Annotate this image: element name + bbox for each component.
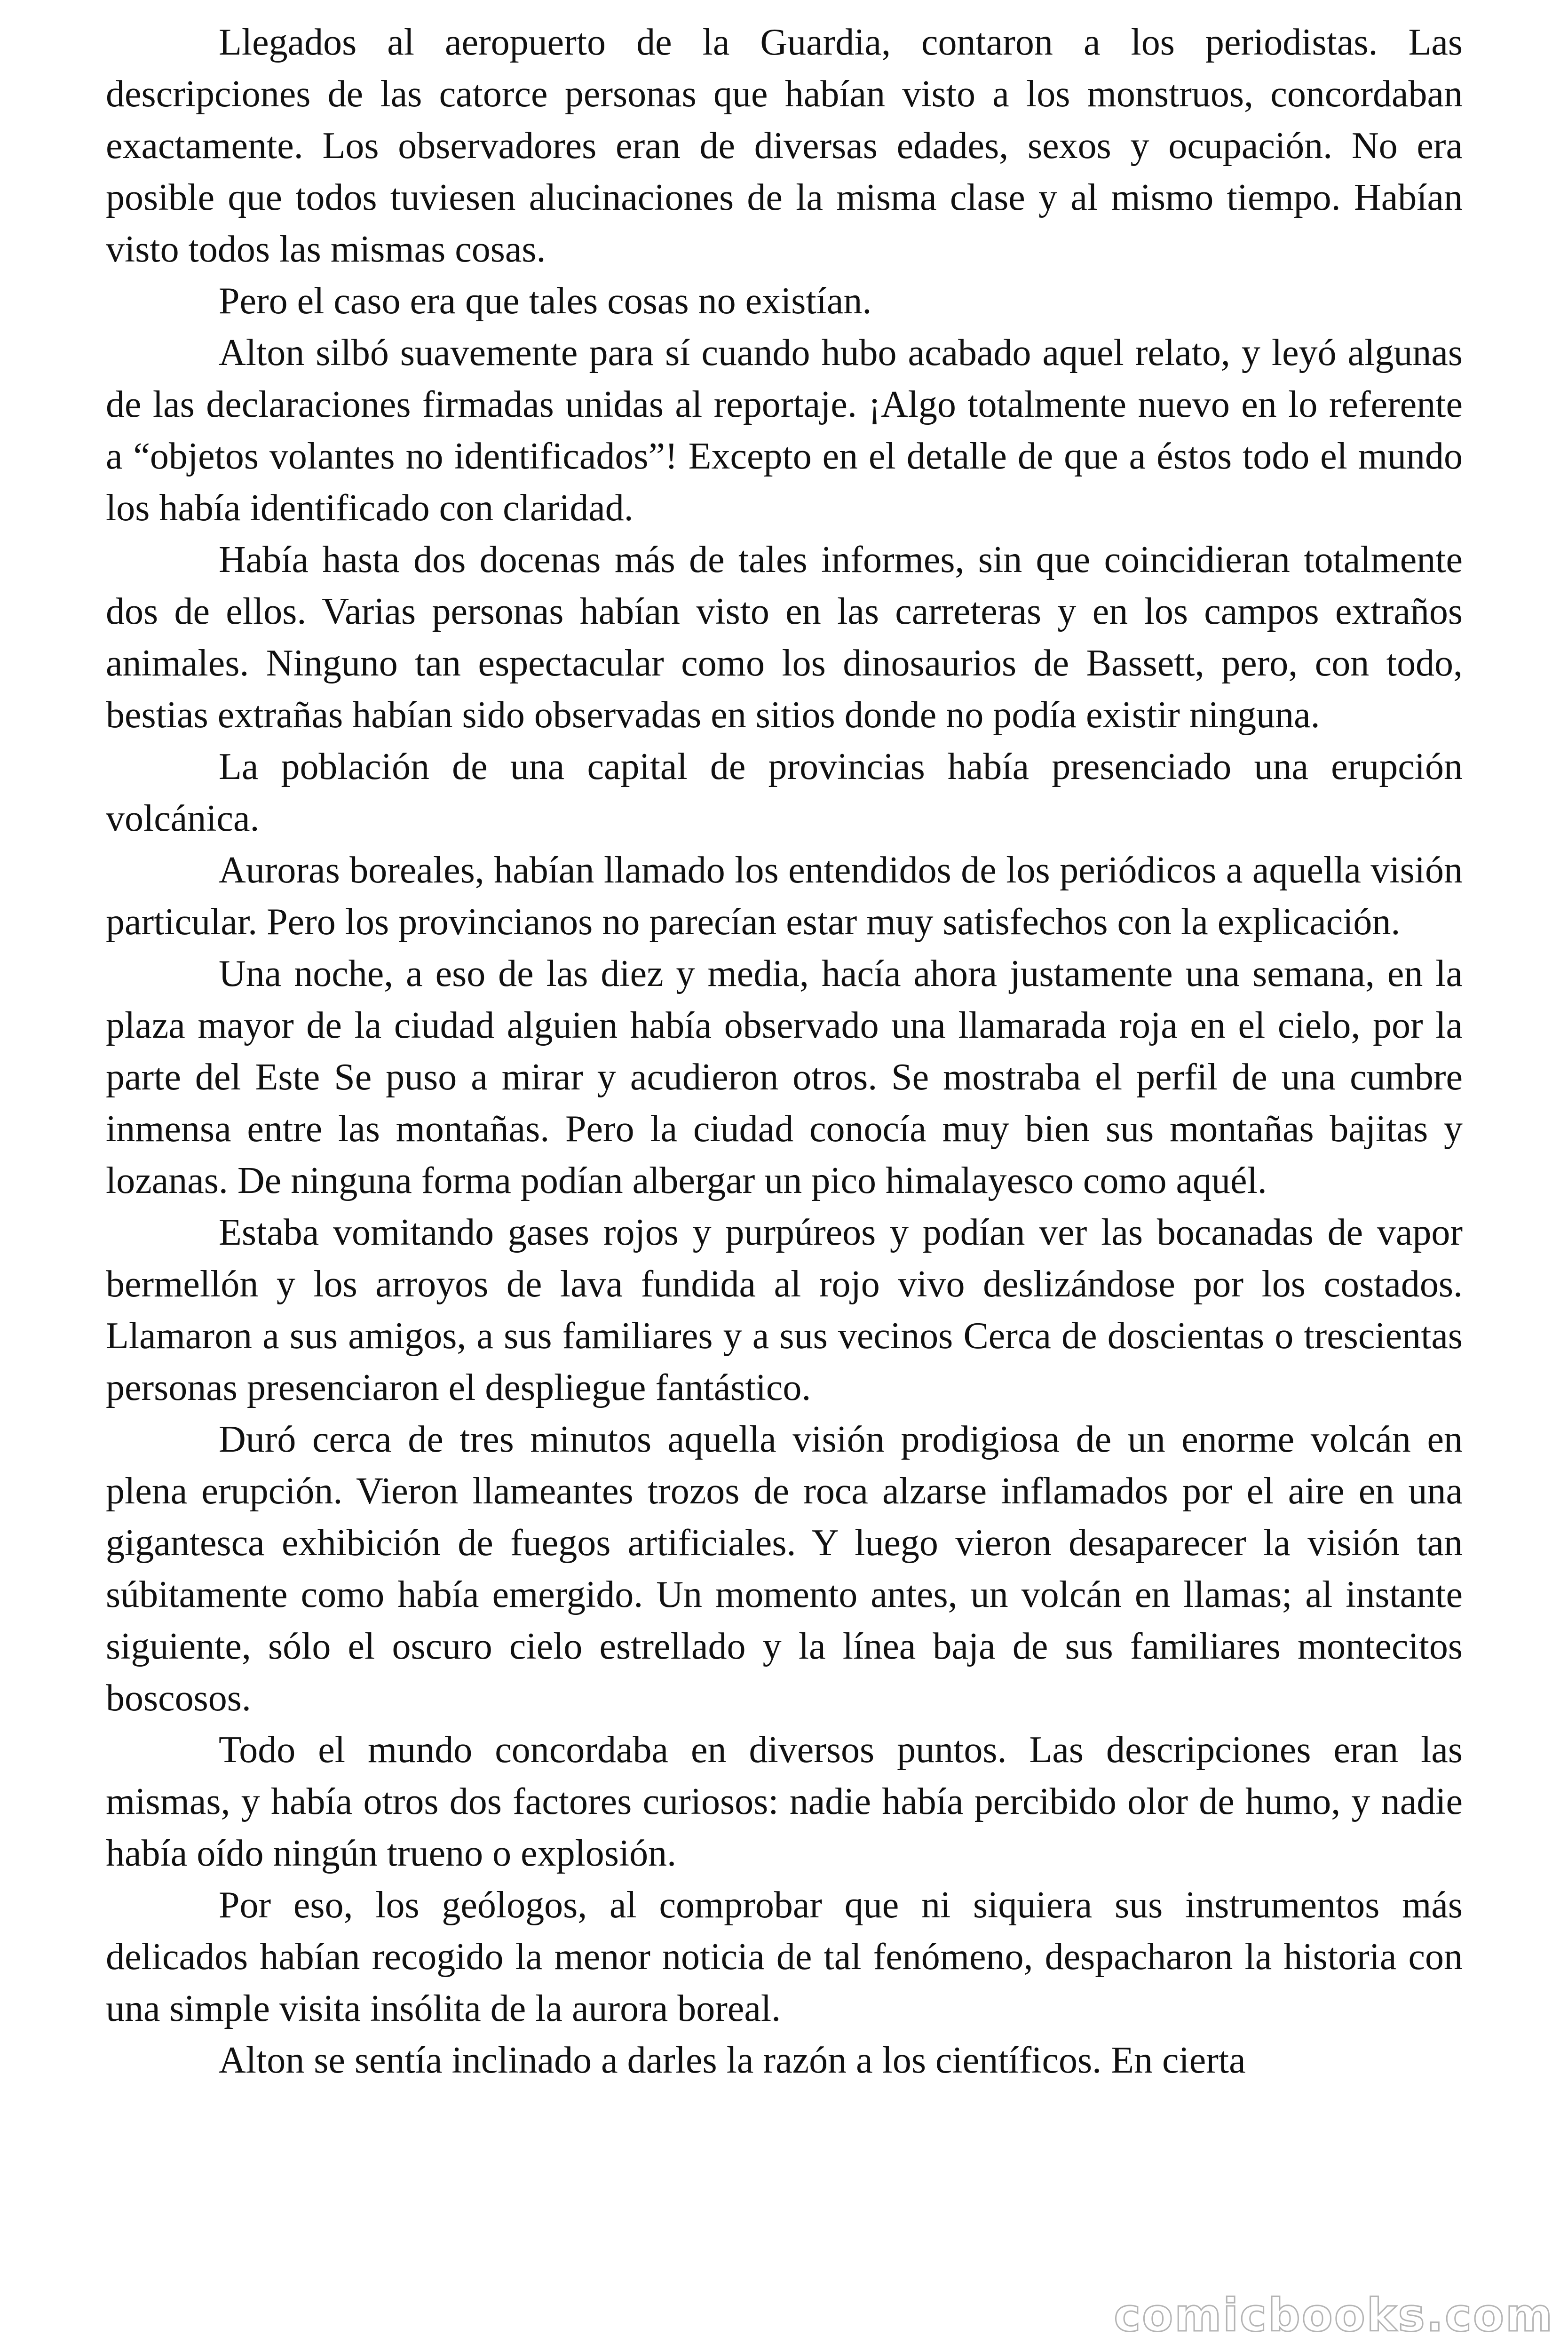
page-text (106, 16, 1463, 2086)
paragraph: Alton se sentía inclinado a darles la razón a los científicos. En cierta (219, 2040, 1246, 2081)
paragraph: Había hasta dos docenas más de tales informes, sin que coincidieran totalmente dos de ellos. Varias personas habían visto en las carreteras y en los campos extraños animales. Ninguno tan espectacular como los dinosaurios de Bassett, pero, con todo, bestias extrañas habían sido observadas en sitios donde no podía existir ninguna. (106, 539, 1463, 736)
paragraph: Estaba vomitando gases rojos y purpúreos y podían ver las bocanadas de vapor bermellón y los arroyos de lava fundida al rojo vivo deslizándose por los costados. Llamaron a sus amigos, a sus familiares y a sus vecinos Cerca de doscientas o trescientas personas presenciaron el despliegue fantástico. (106, 1212, 1463, 1408)
paragraph: Auroras boreales, habían llamado los entendidos de los periódicos a aquella visión particular. Pero los provincianos no parecían estar muy satisfechos con la explicación. (106, 850, 1463, 943)
paragraph: Una noche, a eso de las diez y media, hacía ahora justamente una semana, en la plaza mayor de la ciudad alguien había observado una llamarada roja en el cielo, por la parte del Este Se puso a mirar y acudieron otros. Se mostraba el perfil de una cumbre inmensa entre las montañas. Pero la ciudad conocía muy bien sus montañas bajitas y lozanas. De ninguna forma podían albergar un pico himalayesco como aquél. (106, 953, 1463, 1201)
watermark: comicbooks.com (1114, 2289, 1554, 2342)
paragraph: Todo el mundo concordaba en diversos puntos. Las descripciones eran las mismas, y había otros dos factores curiosos: nadie había percibido olor de humo, y nadie había oído ningún trueno o explosión. (106, 1729, 1463, 1874)
paragraph: Por eso, los geólogos, al comprobar que ni siquiera sus instrumentos más delicados habían recogido la menor noticia de tal fenómeno, despacharon la historia con una simple visita insólita de la aurora boreal. (106, 1884, 1463, 2029)
paragraph: Alton silbó suavemente para sí cuando hubo acabado aquel relato, y leyó algunas de las declaraciones firmadas unidas al reportaje. ¡Algo totalmente nuevo en lo referente a “objetos volantes no identificados”! Excepto en el detalle de que a éstos todo el mundo los había identificado con claridad. (106, 332, 1463, 529)
paragraph: Duró cerca de tres minutos aquella visión prodigiosa de un enorme volcán en plena erupción. Vieron llameantes trozos de roca alzarse inflamados por el aire en una gigantesca exhibición de fuegos artificiales. Y luego vieron desaparecer la visión tan súbitamente como había emergido. Un momento antes, un volcán en llamas; al instante siguiente, sólo el oscuro cielo estrellado y la línea baja de sus familiares montecitos boscosos. (106, 1419, 1463, 1719)
paragraph: Llegados al aeropuerto de la Guardia, contaron a los periodistas. Las descripciones de las catorce personas que habían visto a los monstruos, concordaban exactamente. Los observadores eran de diversas edades, sexos y ocupación. No era posible que todos tuviesen alucinaciones de la misma clase y al mismo tiempo. Habían visto todos las mismas cosas. (106, 22, 1463, 270)
paragraph: La población de una capital de provincias había presenciado una erupción volcánica. (106, 746, 1463, 839)
paragraph: Pero el caso era que tales cosas no existían. (219, 280, 872, 322)
